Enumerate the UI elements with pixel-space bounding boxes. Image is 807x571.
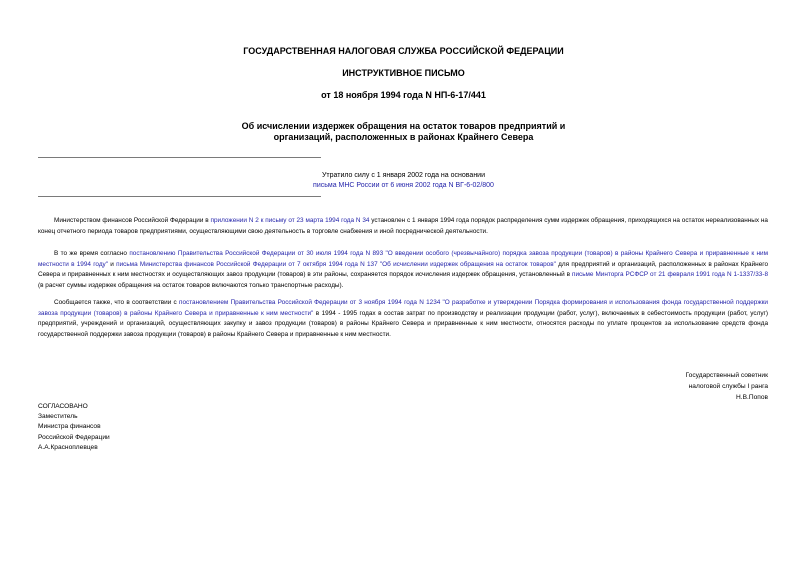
p3-text-2: в 1994 - 1995 годах в состав затрат по производству и реализации продукции (работ, услуг), включаемых в себестоимость продукции (работ, услуг) предприятий, учреждений и организаций, осуществляющих закупку и завоз продукции (товаров) в районы Крайнего Севера и приравненные к ним местности, относятся расходы по уплате процентов за использование средств фонда государственной поддержки завоза продукции (товаров) в районы Крайнего Севера и приравненные к ним местности.: [38, 309, 768, 338]
document-subject: [0, 121, 807, 143]
status-line: Утратило силу с 1 января 2002 года на основании: [321, 172, 486, 179]
approval-line1: Заместитель: [38, 413, 78, 421]
document-date-number: от 18 ноября 1994 года N НП-6-17/441: [321, 90, 486, 100]
p2-link-1[interactable]: постановлению Правительства Российской Федерации от 30 июля 1994 года N 893 "О введении особого (чрезвычайного) порядка завоза продукции (товаров) в районы Крайнего Севера и приравненные к ним местности в 1994 году": [38, 250, 768, 268]
signer-title-line1: Государственный советник: [685, 372, 768, 379]
approval-signer-name: А.А.Красноплевцев: [38, 443, 98, 451]
subject-line-1: Об исчислении издержек обращения на остаток товаров предприятий и: [241, 121, 566, 131]
subject-line-2: организаций, расположенных в районах Крайнего Севера: [273, 132, 534, 142]
paragraph-2: [38, 249, 768, 291]
signer-name: Н.В.Попов: [736, 394, 768, 401]
paragraph-1: [38, 216, 768, 237]
approval-line2: Министра финансов: [38, 423, 101, 431]
p2-link-3[interactable]: письме Минторга РСФСР от 21 февраля 1991 года N 1-1337/33-8: [571, 271, 768, 278]
p2-text-3: для предприятий и организаций, расположенных в районах Крайнего Севера и приравненных к ним местностях и осуществляющих завоз продукции (товаров) в эти районы, сохраняется порядок исчисления издержек обращения, установленный в: [38, 260, 768, 278]
approval-title: СОГЛАСОВАНО: [38, 403, 88, 410]
signer-title-line2: налоговой службы I ранга: [688, 383, 768, 390]
paragraph-3: [38, 298, 768, 340]
divider-top: [38, 157, 321, 158]
status-note: [300, 171, 507, 191]
document-type: ИНСТРУКТИВНОЕ ПИСЬМО: [342, 68, 465, 78]
repeal-link[interactable]: письма МНС России от 6 июня 2002 года N ВГ-6-02/800: [313, 182, 494, 189]
signature-block: [560, 370, 768, 403]
divider-bottom: [38, 196, 321, 197]
approval-line3: Российской Федерации: [38, 433, 110, 441]
p1-text-1: Министерством финансов Российской Федерации в: [54, 217, 211, 224]
p3-link-1[interactable]: постановлением Правительства Российской Федерации от 3 ноября 1994 года N 1234 "О разработке и утверждении Порядка формирования и использования фонда государственной поддержки завоза продукции (товаров) в районы Крайнего Севера и приравненные к ним местности": [38, 299, 768, 317]
p1-text-2: установлен с 1 января 1994 года порядок распределения сумм издержек обращения, приходящихся на остаток нереализованных на конец отчетного периода товаров предприятиями, осуществляющими свою деятельность в торговле снабжения и иной посреднической деятельности.: [38, 217, 768, 235]
p2-link-2[interactable]: письма Министерства финансов Российской Федерации от 7 октября 1994 года N 137 "Об исчислении издержек обращения на остаток товаров": [116, 260, 556, 268]
issuing-authority: ГОСУДАРСТВЕННАЯ НАЛОГОВАЯ СЛУЖБА РОССИЙСКОЙ ФЕДЕРАЦИИ: [243, 46, 564, 56]
p3-text-1: Сообщается также, что в соответствии с: [54, 299, 179, 306]
p2-text-1: В то же время согласно: [54, 250, 130, 257]
approval-block: [38, 402, 258, 453]
p2-text-4: (в расчет суммы издержек обращения на остаток товаров включаются только транспортные расходы).: [38, 281, 344, 289]
p2-text-2: и: [108, 260, 117, 268]
p1-link-1[interactable]: приложении N 2 к письму от 23 марта 1994 года N 34: [210, 217, 370, 224]
